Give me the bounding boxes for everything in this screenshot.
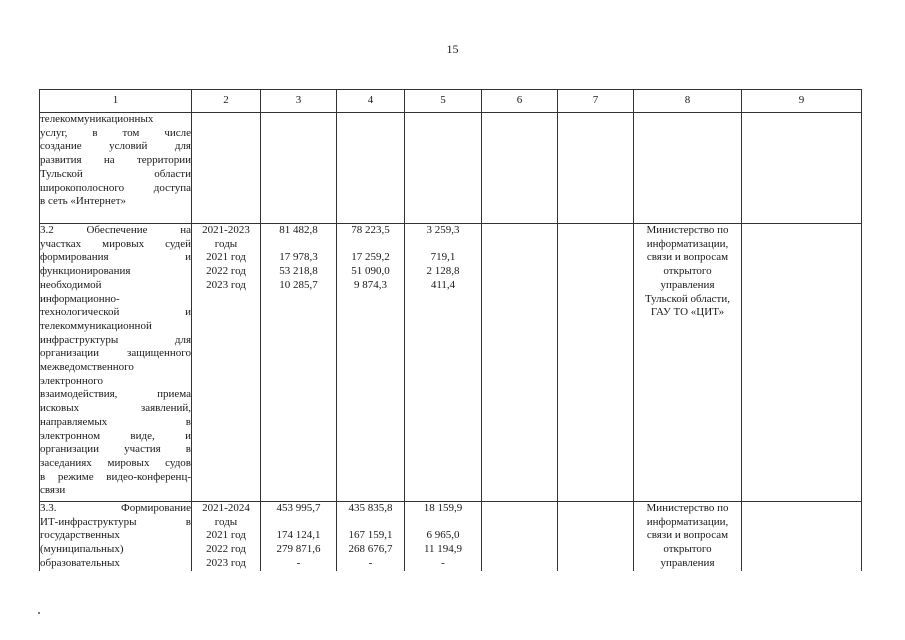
desc-line: участках мировых судей <box>40 237 191 250</box>
amount-value: 435 835,8 <box>348 502 393 514</box>
scan-speck <box>38 612 40 614</box>
period-year: 2021 год <box>206 251 246 264</box>
empty-cell <box>482 224 558 502</box>
empty-cell <box>742 502 862 571</box>
desc-line: инфраструктуры для <box>40 333 191 346</box>
header-row <box>40 90 862 113</box>
desc-line: организации защищенного <box>40 347 191 360</box>
total-cell <box>261 502 337 571</box>
period-cell <box>192 502 261 571</box>
amount-value: 453 995,7 <box>276 502 321 514</box>
desc-line: взаимодействия, приема <box>40 388 191 401</box>
executor-line: открытого <box>663 543 712 556</box>
header-cell: 4 <box>337 90 405 113</box>
empty-cell <box>558 502 634 571</box>
amount-value: 10 285,7 <box>279 278 318 291</box>
federal-budget-cell <box>405 113 482 224</box>
desc-line: электронном виде, и <box>40 429 191 442</box>
desc-line: развития на территории <box>40 154 191 167</box>
period-cell <box>192 113 261 224</box>
executor-line: связи и вопросам <box>646 529 729 542</box>
desc-line: необходимой <box>40 278 102 291</box>
amount-value: 279 871,6 <box>276 543 321 556</box>
period-range: 2021-2024 <box>202 502 250 514</box>
period-year: 2023 год <box>206 278 246 291</box>
amount-value: 167 159,1 <box>348 529 393 542</box>
amount-value: - <box>296 556 301 569</box>
row-description <box>40 113 192 224</box>
empty-cell <box>482 113 558 224</box>
executor-line: Тульской области, <box>644 292 731 305</box>
period-year: 2022 год <box>206 265 246 278</box>
period-unit: годы <box>214 515 238 528</box>
header-cell: 7 <box>558 90 634 113</box>
amount-value: 411,4 <box>430 278 456 291</box>
executor-line: ГАУ ТО «ЦИТ» <box>650 306 725 319</box>
table-row <box>40 502 862 571</box>
amount-value: 3 259,3 <box>426 224 460 236</box>
regional-budget-cell <box>337 224 405 502</box>
executor-line: управления <box>660 556 715 569</box>
amount-value: - <box>441 556 445 569</box>
executor-cell <box>634 113 742 224</box>
empty-cell <box>558 113 634 224</box>
header-cell: 6 <box>482 90 558 113</box>
period-year: 2022 год <box>206 543 246 556</box>
amount-value: 174 124,1 <box>276 529 321 542</box>
desc-line: (муниципальных) <box>40 543 124 556</box>
period-unit: годы <box>214 237 238 250</box>
page-number: 15 <box>446 42 459 56</box>
header-cell: 9 <box>742 90 862 113</box>
regional-budget-cell <box>337 113 405 224</box>
desc-line: телекоммуникационных <box>40 113 154 125</box>
header-cell: 3 <box>261 90 337 113</box>
executor-cell <box>634 502 742 571</box>
desc-line: связи <box>40 484 66 497</box>
empty-cell <box>482 502 558 571</box>
desc-line: межведомственного <box>40 361 134 374</box>
desc-line: Тульской области <box>40 167 191 180</box>
row-description <box>40 502 192 571</box>
desc-line: в сеть «Интернет» <box>40 195 127 208</box>
amount-value: 78 223,5 <box>351 224 390 236</box>
table-row <box>40 113 862 224</box>
desc-line: организации участия в <box>40 443 191 456</box>
period-year: 2023 год <box>206 556 246 569</box>
desc-line: информационно- <box>40 292 120 305</box>
desc-line: в режиме видео-конференц- <box>40 470 191 483</box>
executor-line: управления <box>660 278 715 291</box>
desc-line: электронного <box>40 374 104 387</box>
header-cell: 1 <box>40 90 192 113</box>
amount-value: 719,1 <box>430 251 456 264</box>
executor-line: открытого <box>663 265 712 278</box>
executor-line: Министерство по <box>646 502 729 514</box>
period-range: 2021-2023 <box>202 224 250 236</box>
header-cell: 2 <box>192 90 261 113</box>
amount-value: - <box>368 556 373 569</box>
header-cell: 5 <box>405 90 482 113</box>
total-cell <box>261 224 337 502</box>
desc-line: 3.2 Обеспечение на <box>40 224 191 236</box>
period-cell <box>192 224 261 502</box>
amount-value: 18 159,9 <box>423 502 463 514</box>
empty-cell <box>742 224 862 502</box>
amount-value: 17 978,3 <box>279 251 318 264</box>
executor-line: связи и вопросам <box>646 251 729 264</box>
header-cell: 8 <box>634 90 742 113</box>
desc-line: образовательных <box>40 556 120 569</box>
desc-line: направляемых в <box>40 415 191 428</box>
empty-cell <box>558 224 634 502</box>
amount-value: 268 676,7 <box>348 543 393 556</box>
desc-line: государственных <box>40 529 120 542</box>
desc-line: телекоммуникационной <box>40 319 152 332</box>
row-description <box>40 224 192 502</box>
regional-budget-cell <box>337 502 405 571</box>
amount-value: 51 090,0 <box>351 265 390 278</box>
amount-value: 11 194,9 <box>423 543 463 556</box>
federal-budget-cell <box>405 224 482 502</box>
desc-line: технологической и <box>40 306 191 319</box>
amount-value: 81 482,8 <box>279 224 318 236</box>
amount-value: 9 874,3 <box>354 278 387 291</box>
desc-line: услуг, в том числе <box>40 126 191 139</box>
desc-line: создание условий для <box>40 140 191 153</box>
program-table <box>39 89 862 571</box>
desc-line: широкополосного доступа <box>40 181 191 194</box>
amount-value: 53 218,8 <box>279 265 318 278</box>
executor-line: информатизации, <box>646 515 729 528</box>
period-year: 2021 год <box>206 529 246 542</box>
executor-cell <box>634 224 742 502</box>
executor-line: информатизации, <box>646 237 729 250</box>
desc-line: формирования и <box>40 251 191 264</box>
desc-line: 3.3. Формирование <box>40 502 191 514</box>
empty-cell <box>742 113 862 224</box>
desc-line: исковых заявлений, <box>40 402 191 415</box>
desc-line: заседаниях мировых судов <box>40 456 191 469</box>
amount-value: 2 128,8 <box>426 265 460 278</box>
executor-line: Министерство по <box>646 224 729 236</box>
amount-value: 6 965,0 <box>426 529 460 542</box>
amount-value: 17 259,2 <box>351 251 390 264</box>
total-cell <box>261 113 337 224</box>
desc-line: ИТ-инфраструктуры в <box>40 515 191 528</box>
federal-budget-cell <box>405 502 482 571</box>
table-row <box>40 224 862 502</box>
desc-line: функционирования <box>40 265 131 278</box>
